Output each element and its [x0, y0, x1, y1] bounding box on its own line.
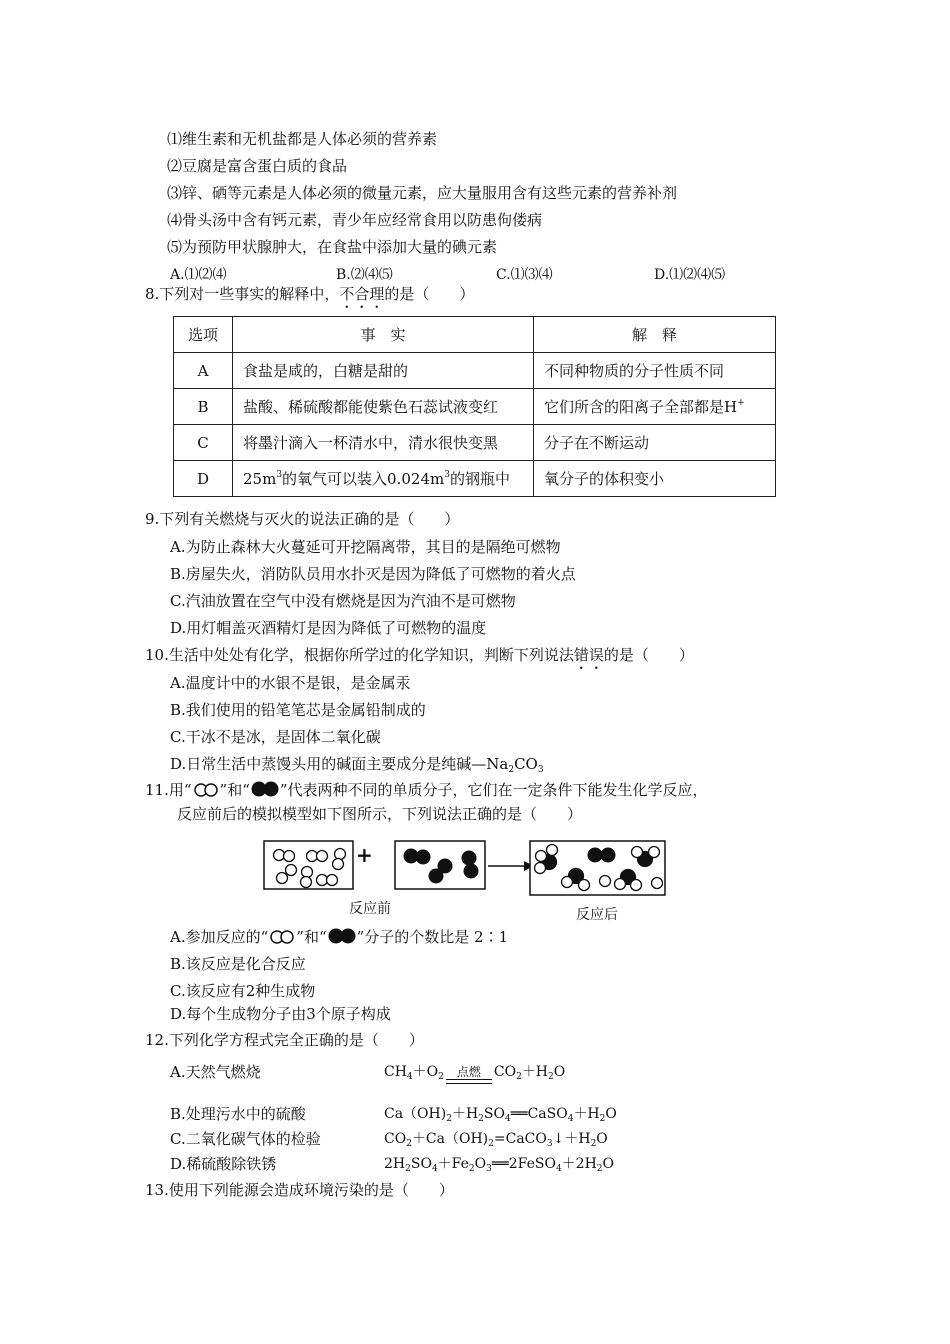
- q11-option-a: A.参加反应的“ ”和“ ”分子的个数比是 2∶1: [170, 928, 509, 946]
- q10-stem: 10.生活中处处有化学，根据你所学过的化学知识，判断下列说法错误的是（ ）: [145, 646, 694, 664]
- header-option: 选项: [174, 317, 233, 353]
- black-molecule-icon: [250, 780, 280, 798]
- q10-option-b: B.我们使用的铅笔笔芯是金属铅制成的: [170, 701, 426, 719]
- q7-item-2: ⑵豆腐是富含蛋白质的食品: [167, 157, 348, 175]
- q9-option-c: C.汽油放置在空气中没有燃烧是因为汽油不是可燃物: [170, 592, 516, 610]
- q10-option-d: D.日常生活中蒸馒头用的碱面主要成分是纯碱$—Na_2CO_3$: [170, 755, 544, 775]
- q9-option-b: B.房屋失火，消防队员用水扑灭是因为降低了可燃物的着火点: [170, 565, 576, 583]
- header-explain: 解 释: [534, 317, 776, 353]
- q12-option-c-equation: $CO_2+Ca(OH)_2=CaCO_3↓+H_2O$: [384, 1131, 608, 1149]
- q7-option-c: C.⑴⑶⑷: [496, 267, 553, 283]
- q11-stem-line2: 反应前后的模拟模型如下图所示，下列说法正确的是（ ）: [177, 805, 583, 823]
- plus-sign: +: [356, 843, 373, 867]
- table-header-row: [174, 317, 776, 353]
- q12-option-b-label: B.处理污水中的硫酸: [170, 1105, 306, 1123]
- q9-option-a: A.为防止森林大火蔓延可开挖隔离带，其目的是隔绝可燃物: [170, 538, 561, 556]
- q10-emphasis: 错误: [573, 646, 604, 664]
- white-molecule-icon: [268, 929, 296, 945]
- q7-item-5: ⑸为预防甲状腺肿大，在食盐中添加大量的碘元素: [167, 238, 498, 256]
- q12-option-b-equation: $Ca(OH)_2+H_2SO_4══CaSO_4+H_2O$: [384, 1106, 617, 1124]
- table-row: D $25m^3$的氧气可以装入$0.024m^3$的钢瓶中 氧分子的体积变小: [174, 461, 776, 497]
- ignite-condition: 点燃: [444, 1062, 494, 1082]
- q7-option-b: B.⑵⑷⑸: [336, 267, 393, 283]
- q7-option-d: D.⑴⑵⑷⑸: [654, 267, 726, 283]
- label-after-reaction: 反应后: [576, 907, 618, 923]
- table-row: C 将墨汁滴入一杯清水中，清水很快变黑 分子在不断运动: [174, 425, 776, 461]
- header-fact: 事 实: [233, 317, 534, 353]
- white-molecule-icon: [192, 782, 220, 798]
- table-row: B 盐酸、稀硫酸都能使紫色石蕊试液变红 它们所含的阳离子全部都是H+: [174, 389, 776, 425]
- q8-stem: 8.下列对一些事实的解释中，不合理的是（ ）: [145, 285, 475, 303]
- q11-option-c: C.该反应有2种生成物: [170, 982, 316, 1000]
- q12-option-a-equation: $CH_4+O_2$ 点燃 $CO_2+H_2O$: [384, 1064, 566, 1082]
- black-molecule-icon: [327, 927, 357, 945]
- q11-stem: 11.用“ ”和“ ”代表两种不同的单质分子，它们在一定条件下能发生化学反应，: [145, 781, 708, 799]
- q8-emphasis: 不合理: [339, 285, 385, 303]
- q11-option-b: B.该反应是化合反应: [170, 955, 306, 973]
- q9-stem: 9.下列有关燃烧与灭火的说法正确的是（ ）: [145, 510, 460, 528]
- q7-item-3: ⑶锌、硒等元素是人体必须的微量元素，应大量服用含有这些元素的营养补剂: [167, 184, 678, 202]
- q7-item-4: ⑷骨头汤中含有钙元素，青少年应经常食用以防患佝偻病: [167, 211, 543, 229]
- q12-stem: 12.下列化学方程式完全正确的是（ ）: [145, 1031, 424, 1049]
- q7-item-1: ⑴维生素和无机盐都是人体必须的营养素: [167, 130, 438, 148]
- q11-option-d: D.每个生成物分子由3个原子构成: [170, 1005, 391, 1023]
- q13-stem: 13.使用下列能源会造成环境污染的是（ ）: [145, 1181, 454, 1199]
- q9-option-d: D.用灯帽盖灭酒精灯是因为降低了可燃物的温度: [170, 619, 487, 637]
- q12-option-a-label: A.天然气燃烧: [170, 1063, 261, 1081]
- q10-option-c: C.干冰不是冰，是固体二氧化碳: [170, 728, 381, 746]
- q7-option-a: A.⑴⑵⑷: [170, 267, 227, 283]
- q8-table: [173, 316, 776, 497]
- q12-option-d-equation: $2H_2SO_4+Fe_2O_3══2FeSO_4+2H_2O$: [384, 1156, 615, 1174]
- q12-option-c-label: C.二氧化碳气体的检验: [170, 1130, 321, 1148]
- q12-option-d-label: D.稀硫酸除铁锈: [170, 1155, 277, 1173]
- reaction-diagram: [262, 838, 670, 898]
- q10-option-a: A.温度计中的水银不是银，是金属汞: [170, 674, 411, 692]
- table-row: A 食盐是咸的，白糖是甜的 不同种物质的分子性质不同: [174, 353, 776, 389]
- label-before-reaction: 反应前: [349, 901, 391, 917]
